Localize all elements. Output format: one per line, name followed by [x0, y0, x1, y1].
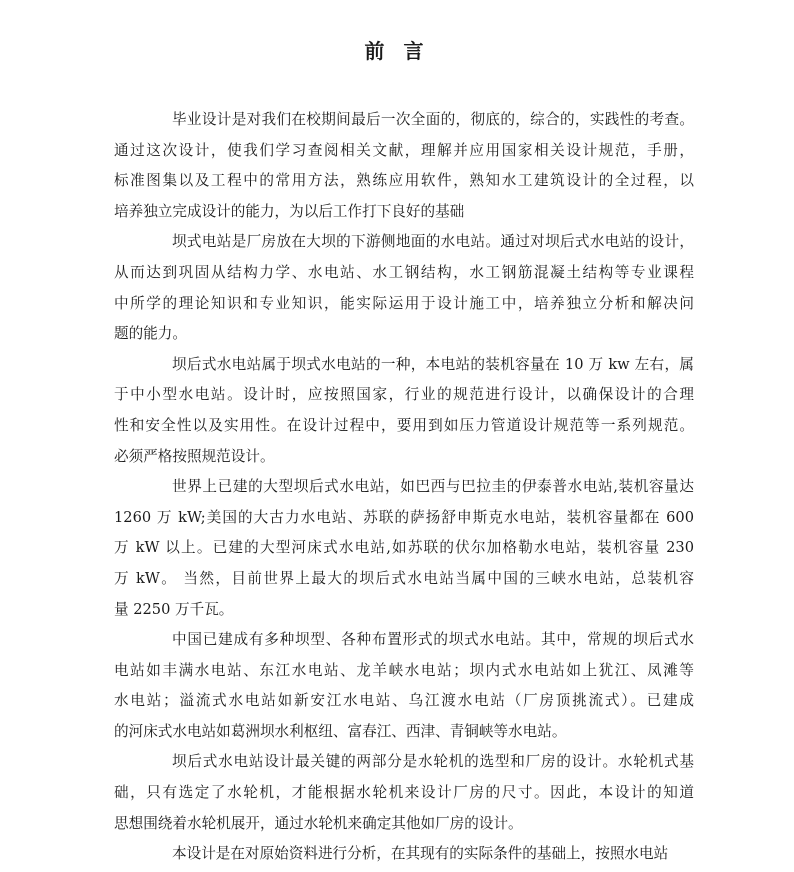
page-title: 前 言: [364, 39, 430, 63]
paragraph-line: 量 2250 万千瓦。: [114, 600, 234, 618]
paragraph-line: 1260 万 kW;美国的大古力水电站、苏联的萨扬舒申斯克水电站，装机容量都在 600: [114, 508, 694, 526]
paragraph: [114, 105, 694, 227]
paragraph: [114, 625, 694, 747]
paragraph-line: 中国已建成有多种坝型、各种布置形式的坝式水电站。其中，常规的坝后式水: [172, 631, 694, 649]
paragraph-line: 标准图集以及工程中的常用方法，熟练应用软件，熟知水工建筑设计的全过程，以: [114, 172, 694, 190]
paragraph-line: 的河床式水电站如葛洲坝水利枢纽、富春江、西津、青铜峡等水电站。: [114, 722, 567, 740]
paragraph-line: 万 kW。 当然，目前世界上最大的坝后式水电站当属中国的三峡水电站，总装机容: [114, 569, 694, 587]
paragraph-line: 水电站；溢流式水电站如新安江水电站、乌江渡水电站（厂房顶挑流式）。已建成: [114, 692, 694, 710]
paragraph-line: 中所学的理论知识和专业知识，能实际运用于设计施工中，培养独立分析和解决问: [114, 294, 694, 312]
body-text: [114, 105, 694, 870]
paragraph-line: 本设计是在对原始资料进行分析，在其现有的实际条件的基础上，按照水电站: [172, 845, 669, 863]
paragraph: [114, 227, 694, 349]
paragraph-line: 于中小型水电站。设计时，应按照国家，行业的规范进行设计，以确保设计的合理: [114, 386, 694, 404]
paragraph-line: 坝后式水电站属于坝式水电站的一种，本电站的装机容量在 10 万 kw 左右，属: [172, 355, 694, 373]
paragraph: [114, 472, 694, 625]
paragraph-line: 坝后式水电站设计最关键的两部分是水轮机的选型和厂房的设计。水轮机式基: [172, 753, 694, 771]
paragraph-line: 通过这次设计，使我们学习查阅相关文献，理解并应用国家相关设计规范，手册，: [114, 141, 694, 159]
paragraph-line: 坝式电站是厂房放在大坝的下游侧地面的水电站。通过对坝后式水电站的设计，: [172, 233, 694, 251]
paragraph-line: 题的能力。: [114, 325, 187, 343]
paragraph: [114, 839, 694, 870]
paragraph-line: 必须严格按照规范设计。: [114, 447, 275, 465]
paragraph-line: 培养独立完成设计的能力，为以后工作打下良好的基础: [114, 202, 465, 220]
paragraph: [114, 747, 694, 839]
paragraph: [114, 350, 694, 472]
paragraph-line: 世界上已建的大型坝后式水电站，如巴西与巴拉圭的伊泰普水电站,装机容量达: [172, 478, 694, 496]
paragraph-line: 础，只有选定了水轮机，才能根据水轮机来设计厂房的尺寸。因此，本设计的知道: [114, 784, 694, 802]
paragraph-line: 毕业设计是对我们在校期间最后一次全面的，彻底的，综合的，实践性的考查。: [172, 111, 694, 128]
paragraph-line: 电站如丰满水电站、东江水电站、龙羊峡水电站；坝内式水电站如上犹江、凤滩等: [114, 661, 694, 679]
paragraph-line: 从而达到巩固从结构力学、水电站、水工钢结构，水工钢筋混凝土结构等专业课程: [114, 263, 694, 281]
paragraph-line: 万 kW 以上。已建的大型河床式水电站,如苏联的伏尔加格勒水电站，装机容量 230: [114, 539, 694, 557]
paragraph-line: 性和安全性以及实用性。在设计过程中，要用到如压力管道设计规范等一系列规范。: [114, 416, 694, 434]
paragraph-line: 思想围绕着水轮机展开，通过水轮机来确定其他如厂房的设计。: [114, 814, 523, 832]
